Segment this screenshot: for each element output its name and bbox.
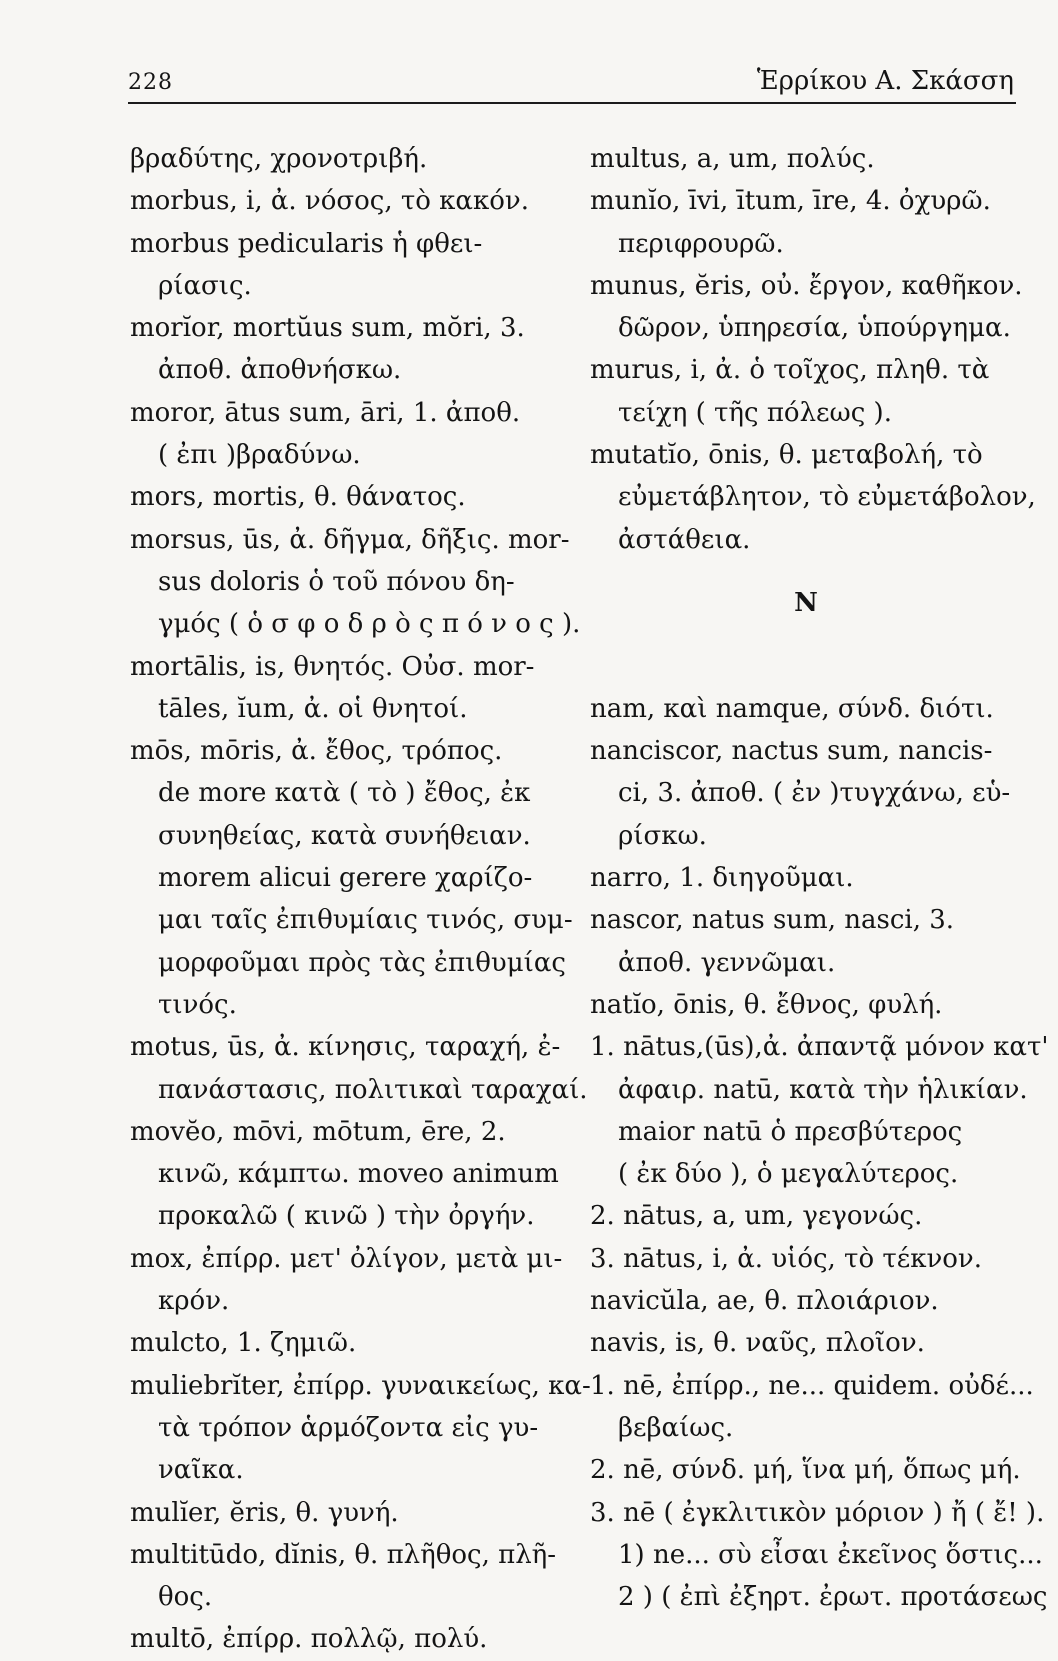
entry-line: multō, ἐπίρρ. πολλῷ, πολύ.	[130, 1624, 488, 1655]
entry-line: navicŭla, ae, θ. πλοιάριον.	[590, 1286, 939, 1317]
entry-line: mulĭer, ĕris, θ. γυνή.	[130, 1497, 399, 1528]
entry-continuation-line: de more κατὰ ( τὸ ) ἔθος, ἐκ	[158, 778, 531, 809]
entry-line: βραδύτης, χρονοτριβή.	[130, 144, 428, 174]
entry-line: mōs, mōris, ἀ. ἔθος, τρόπος.	[130, 736, 503, 767]
entry-continuation-line: ἀποθ. γεννῶμαι.	[618, 947, 836, 978]
entry-line: murus, i, ἀ. ὁ τοῖχος, πληθ. τὰ	[590, 355, 990, 386]
entry-continuation-line: συνηθείας, κατὰ συνήθειαν.	[158, 820, 531, 851]
entry-continuation-line: ἀποθ. ἀποθνήσκω.	[158, 355, 402, 386]
entry-continuation-line: κρόν.	[158, 1286, 230, 1317]
entry-line: morbus, i, ἀ. νόσος, τὸ κακόν.	[130, 186, 529, 217]
entry-line: navis, is, θ. ναῦς, πλοῖον.	[590, 1328, 925, 1359]
entry-line: multus, a, um, πολύς.	[590, 144, 875, 174]
entry-line: 3. nātus, i, ἀ. υἱός, τὸ τέκνον.	[590, 1243, 982, 1274]
entry-line: 2. nē, σύνδ. μή, ἵνα μή, ὅπως μή.	[590, 1455, 1021, 1486]
entry-continuation-line: τείχη ( τῆς πόλεως ).	[618, 397, 892, 428]
entry-line: nascor, natus sum, nasci, 3.	[590, 905, 955, 936]
entry-line: narro, 1. διηγοῦμαι.	[590, 863, 854, 894]
entry-line: nam, καὶ namque, σύνδ. διότι.	[590, 693, 994, 724]
entry-line: 3. nē ( ἐγκλιτικὸν μόριον ) ἤ ( ἔ! ).	[590, 1497, 1045, 1528]
entry-continuation-line: ( ἐπι )βραδύνω.	[158, 440, 361, 471]
entry-continuation-line: 1) ne... σὺ εἶσαι ἐκεῖνος ὅστις...	[618, 1539, 1043, 1570]
entry-continuation-line: sus doloris ὁ τοῦ πόνου δη-	[158, 566, 515, 597]
entry-line: mortālis, is, θνητός. Οὐσ. mor-	[130, 651, 535, 682]
entry-continuation-line: εὐμετάβλητον, τὸ εὐμετάβολον,	[618, 482, 1036, 513]
entry-line: movĕo, mōvi, mōtum, ēre, 2.	[130, 1116, 506, 1147]
entry-continuation-line: κινῶ, κάμπτω. moveo animum	[158, 1159, 559, 1190]
entry-line: muliebrĭter, ἐπίρρ. γυναικείως, κα-	[130, 1370, 591, 1401]
right-column	[590, 138, 1049, 1618]
entry-continuation-line: τινός.	[158, 989, 237, 1020]
entry-continuation-line: ρίσκω.	[618, 820, 707, 851]
entry-continuation-line: τὰ τρόπον ἁρμόζοντα εἰς γυ-	[158, 1412, 539, 1443]
entry-line: 1. nātus,(ūs),ἀ. ἀπαντᾷ μόνον κατ'	[590, 1032, 1049, 1063]
entry-line: mutatĭo, ōnis, θ. μεταβολή, τὸ	[590, 440, 983, 471]
page-header	[126, 66, 1014, 106]
entry-line: munĭo, īvi, ītum, īre, 4. ὀχυρῶ.	[590, 186, 991, 217]
entry-line: mulcto, 1. ζημιῶ.	[130, 1328, 357, 1359]
entry-continuation-line: βεβαίως.	[618, 1412, 734, 1443]
entry-continuation-line: ἀστάθεια.	[618, 524, 751, 555]
entry-line: moror, ātus sum, āri, 1. ἀποθ.	[130, 397, 521, 428]
entry-continuation-line: πανάστασις, πολιτικαὶ ταραχαί.	[158, 1074, 588, 1105]
entry-continuation-line: περιφρουρῶ.	[618, 228, 784, 259]
entry-continuation-line: θος.	[158, 1582, 213, 1613]
header-rule	[128, 102, 1016, 104]
entry-continuation-line: μορφοῦμαι πρὸς τὰς ἐπιθυμίας	[158, 947, 566, 978]
entry-line: 1. nē, ἐπίρρ., ne... quidem. οὐδέ...	[590, 1370, 1034, 1401]
entry-line: morbus pedicularis ἡ φθει-	[130, 228, 483, 259]
entry-continuation-line: γμός ( ὁ σ φ ο δ ρ ὸ ς π ό ν ο ς ).	[158, 609, 581, 640]
entry-continuation-line: ci, 3. ἀποθ. ( ἐν )τυγχάνω, εὑ-	[618, 778, 1011, 809]
entry-continuation-line: ναῖκα.	[158, 1455, 244, 1486]
entry-continuation-line: morem alicui gerere χαρίζο-	[158, 863, 533, 894]
entry-continuation-line: δῶρον, ὑπηρεσία, ὑπούργημα.	[618, 313, 1011, 344]
entry-continuation-line: ρίασις.	[158, 270, 252, 301]
entry-continuation-line: 2 ) ( ἐπὶ ἐξηρτ. ἐρωτ. προτάσεως	[618, 1582, 1048, 1613]
entry-line: munus, ĕris, οὐ. ἔργον, καθῆκον.	[590, 270, 1023, 301]
blank-line	[590, 646, 1022, 688]
entry-line: morsus, ūs, ἀ. δῆγμα, δῆξις. mor-	[130, 524, 570, 555]
entry-line: 2. nātus, a, um, γεγονώς.	[590, 1201, 923, 1232]
entry-line: morĭor, mortŭus sum, mŏri, 3.	[130, 313, 525, 344]
running-head: Ἑρρίκου Α. Σκάσση	[756, 66, 1014, 96]
entry-continuation-line: προκαλῶ ( κινῶ ) τὴν ὀργήν.	[158, 1201, 535, 1232]
entry-continuation-line: ( ἐκ δύο ), ὁ μεγαλύτερος.	[618, 1159, 959, 1190]
entry-continuation-line: tāles, ĭum, ἀ. οἱ θνητοί.	[158, 693, 468, 724]
entry-continuation-line: ἀφαιρ. natū, κατὰ τὴν ἡλικίαν.	[618, 1074, 1028, 1105]
page-number: 228	[128, 70, 173, 95]
entry-line: multitūdo, dĭnis, θ. πλῆθος, πλῆ-	[130, 1539, 557, 1570]
entry-continuation-line: μαι ταῖς ἐπιθυμίαις τινός, συμ-	[158, 905, 573, 936]
entry-line: natĭo, ōnis, θ. ἔθνος, φυλή.	[590, 989, 943, 1020]
entry-line: nanciscor, nactus sum, nancis-	[590, 736, 993, 767]
left-column	[130, 138, 591, 1661]
entry-line: mox, ἐπίρρ. μετ' ὀλίγον, μετὰ μι-	[130, 1243, 563, 1274]
entry-continuation-line: maior natū ὁ πρεσβύτερος	[618, 1116, 963, 1147]
section-letter-heading: N	[794, 587, 818, 618]
entry-line: mors, mortis, θ. θάνατος.	[130, 482, 466, 513]
entry-line: motus, ūs, ἀ. κίνησις, ταραχή, ἐ-	[130, 1032, 561, 1063]
